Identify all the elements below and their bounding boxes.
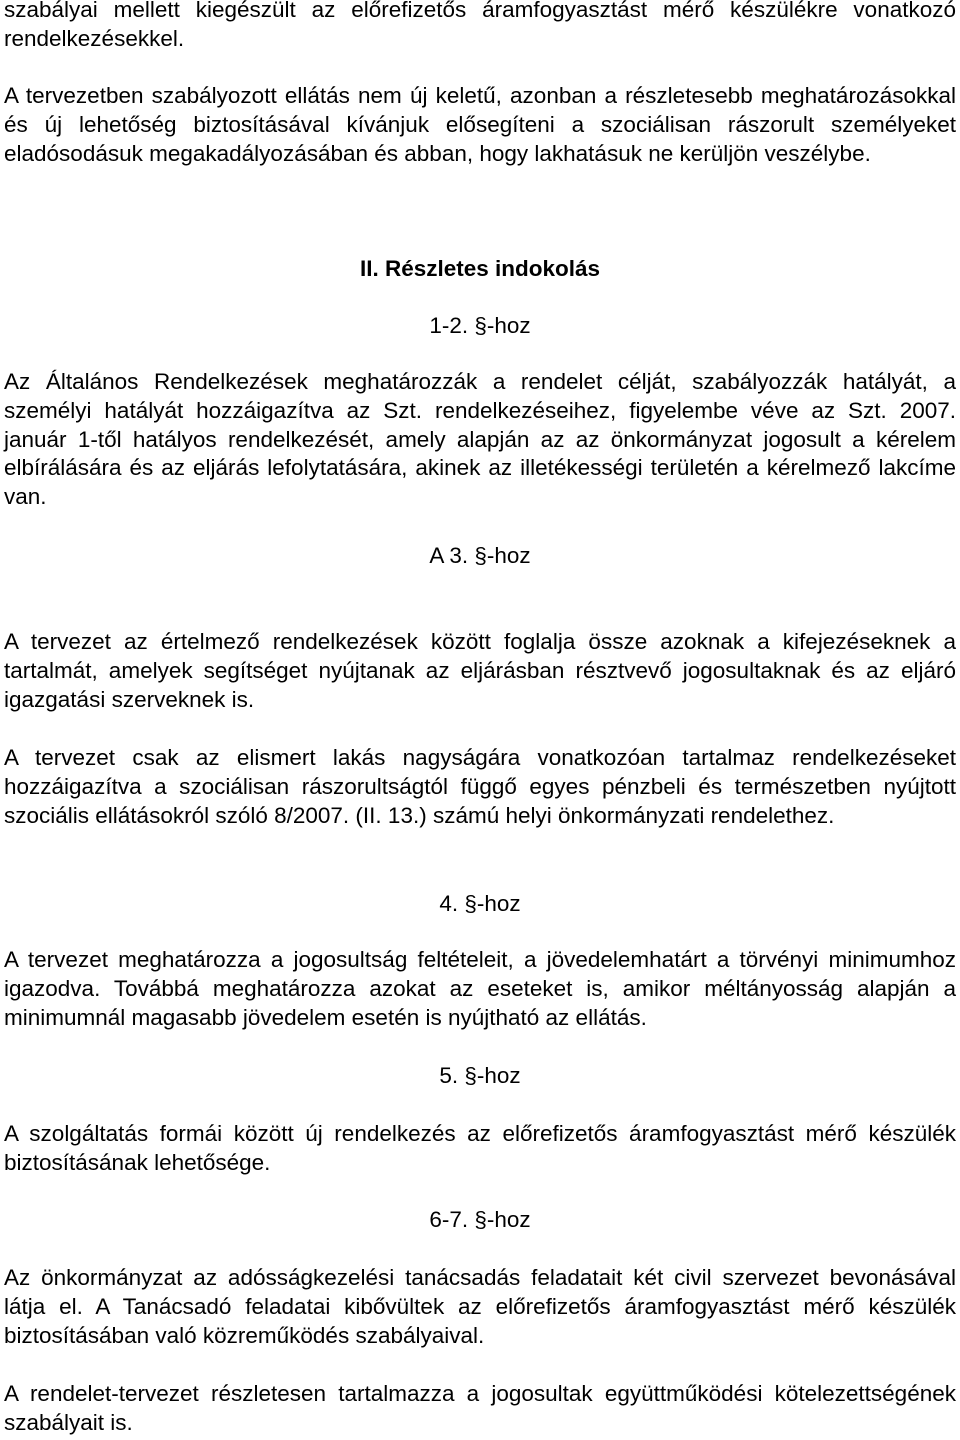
paragraph-3a: A tervezet az értelmező rendelkezések között foglalja össze azoknak a kifejezéseknek a tartalmát, amelyek segítséget nyújtanak az eljárásban résztvevő jogosultaknak és az eljáró igazgatási szerveknek is. [4,629,956,712]
section-heading-6-7: 6-7. §-hoz [429,1207,531,1232]
intro-tail-paragraph: szabályai mellett kiegészült az előrefizetős áramfogyasztást mérő készülékre vonatkozó rendelkezésekkel. [4,0,956,51]
section-heading-5: 5. §-hoz [439,1063,521,1088]
section-title: II. Részletes indokolás [359,256,601,281]
section-heading-3: A 3. §-hoz [429,543,531,568]
paragraph-5: A szolgáltatás formái között új rendelkezés az előrefizetős áramfogyasztást mérő készülék biztosításának lehetősége. [4,1121,956,1175]
paragraph-4: A tervezet meghatározza a jogosultság feltételeit, a jövedelemhatárt a törvényi minimumhoz igazodva. Továbbá meghatározza azokat az eseteket is, amikor méltányosság alapján a minimumnál magasabb jövedelem esetén is nyújtható az ellátás. [4,947,956,1030]
intro-main-paragraph: A tervezetben szabályozott ellátás nem új keletű, azonban a részletesebb meghatározásokkal és új lehetőség biztosításával kívánjuk elősegíteni a szociálisan rászorult személyeket eladósodásuk megakadályozásában és abban, hogy lakhatásuk ne kerüljön veszélybe. [4,83,956,166]
paragraph-1-2: Az Általános Rendelkezések meghatározzák a rendelet célját, szabályozzák hatályát, a személyi hatályát hozzáigazítva az Szt. rendelkezéseihez, figyelembe véve az Szt. 2007. január 1-től hatályos rendelkezését, amely alapján az az önkormányzat jogosult a kérelem elbírálására és az eljárás lefolytatására, akinek az illetékességi területén a kérelmező lakcíme van. [4,369,956,510]
paragraph-6-7a: Az önkormányzat az adósságkezelési tanácsadás feladatait két civil szervezet bevonásával látja el. A Tanácsadó feladatai kibővültek az előrefizetős áramfogyasztást mérő készülék biztosításában való közreműködés szabályaival. [4,1265,956,1348]
paragraph-6-7b: A rendelet-tervezet részletesen tartalmazza a jogosultak együttműködési kötelezettségének szabályait is. [4,1381,956,1435]
section-heading-1-2: 1-2. §-hoz [429,313,531,338]
section-heading-4: 4. §-hoz [439,891,521,916]
paragraph-3b: A tervezet csak az elismert lakás nagyságára vonatkozóan tartalmaz rendelkezéseket hozzáigazítva a szociálisan rászorultságtól függő egyes pénzbeli és természetben nyújtott szociális ellátásokról szóló 8/2007. (II. 13.) számú helyi önkormányzati rendelethez. [4,745,956,828]
